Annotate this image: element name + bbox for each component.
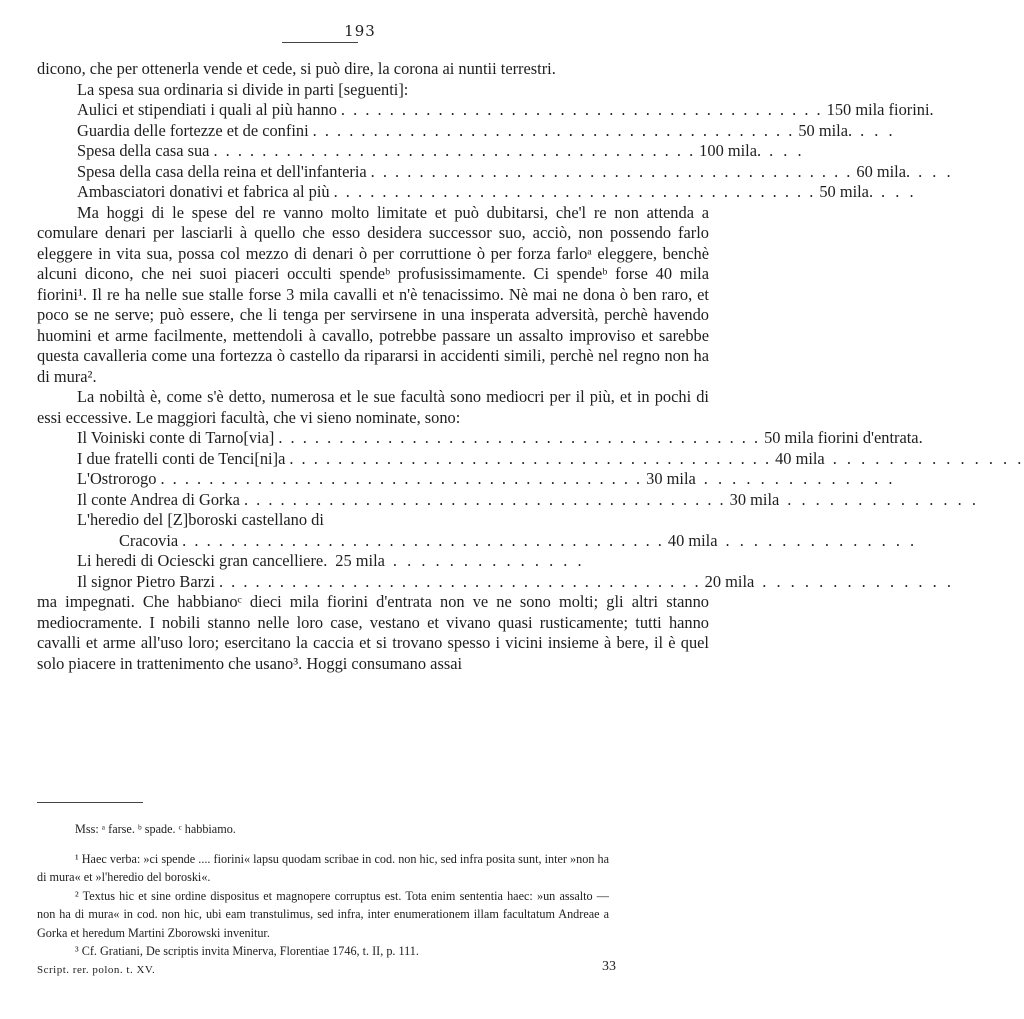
leader-dots: . . . . . . . . . . . . . . . . . . . . . . . . . . . . . . . . . . . . . . . .: [182, 530, 664, 550]
main-text: [37, 59, 1024, 674]
trailing-dots: . . .: [918, 161, 954, 181]
leader-dots: . . . . . . . . . . . . . . . . . . . . . . . . . . . . . . . . . . . . . . . .: [213, 141, 696, 160]
expense-label: Spesa della casa sua: [77, 141, 210, 160]
sheet-number: 33: [602, 958, 616, 974]
expense-row: [77, 161, 954, 183]
expense-label: Ambasciatori donativi et fabrica al più: [77, 182, 330, 201]
leader-dots: . . . . . . . . . . . . . . . . . . . . . . . . . . . . . . . . . . . . . . . .: [312, 120, 795, 140]
paragraph-4: La nobiltà è, come s'è detto, numerosa et le sue facultà sono mediocri per il più, et in pochi di essi eccessive. Le maggiori facultà, che vi sieno nominate, sono:: [37, 387, 709, 427]
family-amount: 40 mila: [775, 448, 825, 468]
trailing-dots: . . .: [881, 182, 917, 201]
manuscript-variants: Mss: ᵃ farse. ᵇ spade. ᶜ habbiamo.: [75, 822, 236, 836]
expense-amount: 60 mila.: [856, 161, 911, 181]
family-row: [77, 551, 585, 572]
expense-row: [77, 100, 934, 121]
family-label: Li heredi di Ociescki gran cancelliere.: [77, 551, 328, 570]
footnote-1: ¹ Haec verba: »ci spende .... fiorini« lapsu quodam scribae in cod. non hic, sed infra posita sunt, inter »non ha di mura« et »l'heredio del boroski«.: [37, 851, 609, 884]
trailing-dots: . . . . . . . . . . . . . .: [725, 530, 918, 550]
expense-amount: 50 mila.: [798, 120, 853, 140]
expense-amount: 50 mila.: [819, 182, 874, 201]
family-label: I due fratelli conti de Tenci[ni]a: [77, 448, 286, 468]
trailing-dots: . . . . . . . . . . . . . .: [703, 469, 896, 488]
trailing-dots: . . . . . . . . . . . . . .: [392, 551, 585, 570]
leader-dots: . . . . . . . . . . . . . . . . . . . . . . . . . . . . . . . . . . . . . . . .: [243, 489, 726, 509]
header-rule: [282, 42, 358, 43]
family-row: [77, 489, 979, 511]
trailing-dots: . . .: [860, 120, 896, 140]
family-amount: 40 mila: [667, 530, 718, 550]
footnote-rule: [37, 802, 143, 803]
family-amount: 50 mila fiorini d'entrata.: [764, 428, 923, 447]
family-label: Il Voiniski conte di Tarno[via]: [77, 428, 275, 447]
paragraph-1: dicono, che per ottenerla vende et cede, si può dire, la corona ai nuntii terrestri.: [37, 59, 556, 78]
expense-label: Aulici et stipendiati i quali al più hanno: [77, 100, 337, 119]
paragraph-3: Ma hoggi di le spese del re vanno molto limitate et può dubitarsi, che'l re non attenda a comulare denari per lasciarli à quello che esso desidera successor suo, acciò, non possendo farlo eleggere in vita sua, possa col mezzo di denari ò per corruttione ò per forza farloᵃ eleggere, benchè alcuni dicono, che nei suoi piaceri occulti spendeᵇ profusissimamente. Ci spendeᵇ forse 40 mila fiorini¹. Il re ha nelle sue stalle forse 3 mila cavalli et n'è tenacissimo. Nè mai ne dona ò ben raro, et poco se ne serve; può essere, che li tenga per servirsene in una insperata adversità, perchè havendo huomini et arme facilmente, mettendoli à cavallo, potrebbe passare un assalto improviso et sarebbe questa cavalleria come una fortezza ò castello da ripararsi in accidenti simili, perchè nel regno non ha di mura².: [37, 202, 709, 386]
expense-label: Guardia delle fortezze et de confini: [77, 120, 309, 140]
footnote-2: ² Textus hic et sine ordine dispositus et magnopere corruptus est. Tota enim sententia haec: »un assalto — non ha di mura« in cod. non hic, ubi eam transtulimus, sed infra, inter enumerationem illam facultatum Andreae a Gorka et heredum Martini Zborowski invenitur.: [37, 888, 609, 940]
trailing-dots: . . .: [769, 141, 805, 160]
family-row: [77, 571, 954, 593]
family-row: [77, 428, 923, 449]
page-number: 193: [344, 22, 376, 40]
family-amount: 20 mila: [704, 571, 755, 591]
leader-dots: . . . . . . . . . . . . . . . . . . . . . . . . . . . . . . . . . . . . . . . .: [340, 100, 823, 119]
expense-label: Spesa della casa della reina et dell'infanteria: [77, 161, 367, 181]
family-label: L'Ostrorogo: [77, 469, 157, 488]
family-amount: 30 mila: [729, 489, 780, 509]
family-row-continuation: [119, 530, 918, 552]
family-label: Il signor Pietro Barzi: [77, 571, 215, 591]
trailing-dots: . . . . . . . . . . . . . .: [762, 571, 954, 591]
leader-dots: . . . . . . . . . . . . . . . . . . . . . . . . . . . . . . . . . . . . . . . .: [218, 571, 701, 591]
family-row-multiline: [77, 510, 577, 531]
paragraph-2: La spesa sua ordinaria si divide in parti [seguenti]:: [77, 79, 409, 99]
expense-amount: 150 mila fiorini.: [826, 100, 934, 119]
trailing-dots: . . . . . . . . . . . . . .: [832, 448, 1024, 468]
family-amount: 30 mila: [646, 469, 696, 488]
leader-dots: . . . . . . . . . . . . . . . . . . . . . . . . . . . . . . . . . . . . . . . .: [333, 182, 816, 201]
footnotes: [37, 820, 616, 980]
leader-dots: . . . . . . . . . . . . . . . . . . . . . . . . . . . . . . . . . . . . . . . .: [289, 448, 772, 468]
family-row: [77, 448, 1024, 470]
family-label: L'heredio del [Z]boroski castellano di: [77, 510, 324, 529]
family-row: [77, 469, 896, 490]
footnote-3: ³ Cf. Gratiani, De scriptis invita Minerva, Florentiae 1746, t. II, p. 111.: [75, 944, 419, 958]
trailing-dots: . . . . . . . . . . . . . .: [787, 489, 979, 509]
leader-dots: . . . . . . . . . . . . . . . . . . . . . . . . . . . . . . . . . . . . . . . .: [160, 469, 643, 488]
family-amount: 25 mila: [335, 551, 385, 570]
footer: [37, 958, 616, 980]
expense-row: [77, 120, 896, 142]
leader-dots: . . . . . . . . . . . . . . . . . . . . . . . . . . . . . . . . . . . . . . . .: [278, 428, 761, 447]
leader-dots: . . . . . . . . . . . . . . . . . . . . . . . . . . . . . . . . . . . . . . . .: [370, 161, 853, 181]
expense-amount: 100 mila.: [699, 141, 762, 160]
printer-signature: Script. rer. polon. t. XV.: [37, 963, 156, 976]
expense-row: [77, 182, 917, 203]
expense-row: [77, 141, 805, 162]
paragraph-5: ma impegnati. Che habbianoᶜ dieci mila fiorini d'entrata non ve ne sono molti; gli altri stanno mediocramente. I nobili stanno nelle loro case, vestano et vivano quasi rusticamente; tutti hanno cavalli et arme all'uso loro; esercitano la caccia et si trovano spesso i vicini insieme à bere, il è quel solo piacere in trattenimento che usano³. Hoggi consumano assai: [37, 592, 709, 673]
family-label: Cracovia: [119, 530, 179, 550]
family-label: Il conte Andrea di Gorka: [77, 489, 240, 509]
